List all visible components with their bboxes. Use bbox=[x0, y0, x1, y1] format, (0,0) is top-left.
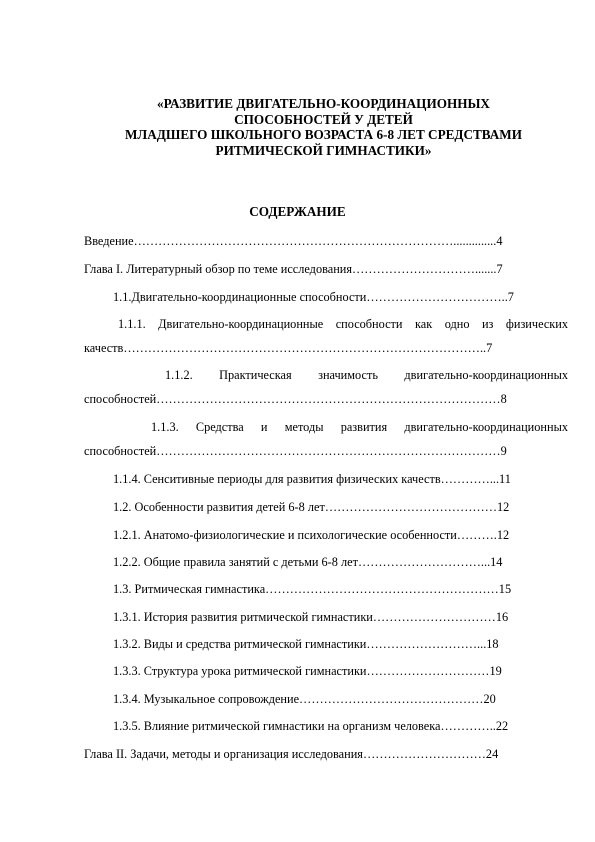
toc-entry-1-2-1: 1.2.1. Анатомо-физиологические и психологические особенности……….12 bbox=[113, 528, 510, 542]
toc-entry-1-1-2-cont: способностей…………………………………………………………………………8 bbox=[84, 392, 507, 406]
toc-entry-1-1-1-cont: качеств……………………………………………………………………………..7 bbox=[84, 341, 493, 355]
title-line: «РАЗВИТИЕ ДВИГАТЕЛЬНО-КООРДИНАЦИОННЫХ bbox=[157, 96, 490, 111]
toc-entry-1-3-2: 1.3.2. Виды и средства ритмической гимнастики………………………...18 bbox=[113, 637, 499, 651]
toc-entry-1-1-1: 1.1.1. Двигательно-координационные способности как одно из физических bbox=[118, 317, 568, 331]
toc-entry-1-3: 1.3. Ритмическая гимнастика…………………………………………………15 bbox=[113, 582, 512, 596]
toc-entry-1-2: 1.2. Особенности развития детей 6-8 лет……………………………………12 bbox=[113, 500, 510, 514]
toc-entry-chapter-1: Глава I. Литературный обзор по теме исследования………………………….......7 bbox=[84, 262, 503, 276]
toc-entry-1-1: 1.1.Двигательно-координационные способности……………………………..7 bbox=[113, 290, 514, 304]
toc-entry-1-3-1: 1.3.1. История развития ритмической гимнастики…………………………16 bbox=[113, 610, 509, 624]
title-line: СПОСОБНОСТЕЙ У ДЕТЕЙ bbox=[234, 111, 413, 127]
toc-entry-intro: Введение……………………………………………………………………..............4 bbox=[84, 234, 503, 248]
toc-entry-1-3-5: 1.3.5. Влияние ритмической гимнастики на организм человека…………..22 bbox=[113, 719, 509, 733]
toc-entry-1-2-2: 1.2.2. Общие правила занятий с детьми 6-8 лет…………………………...14 bbox=[113, 555, 503, 569]
toc-entry-1-3-3: 1.3.3. Структура урока ритмической гимнастики…………………………19 bbox=[113, 664, 502, 678]
title-line: МЛАДШЕГО ШКОЛЬНОГО ВОЗРАСТА 6-8 ЛЕТ СРЕДСТВАМИ bbox=[124, 127, 523, 142]
toc-entry-chapter-2: Глава II. Задачи, методы и организация исследования…………………………24 bbox=[84, 747, 499, 761]
toc-heading: СОДЕРЖАНИЕ bbox=[249, 204, 346, 219]
toc-entry-1-1-3: 1.1.3. Средства и методы развития двигательно-координационных bbox=[151, 420, 568, 434]
toc-entry-1-3-4: 1.3.4. Музыкальное сопровождение………………………………………20 bbox=[113, 692, 496, 706]
title-line: РИТМИЧЕСКОЙ ГИМНАСТИКИ» bbox=[215, 142, 432, 158]
document-title bbox=[80, 96, 567, 158]
toc-entry-1-1-3-cont: способностей…………………………………………………………………………9 bbox=[84, 444, 507, 458]
toc-entry-1-1-2: 1.1.2. Практическая значимость двигательно-координационных bbox=[165, 368, 568, 382]
toc-entry-1-1-4: 1.1.4. Сенситивные периоды для развития физических качеств…………...11 bbox=[113, 472, 511, 486]
